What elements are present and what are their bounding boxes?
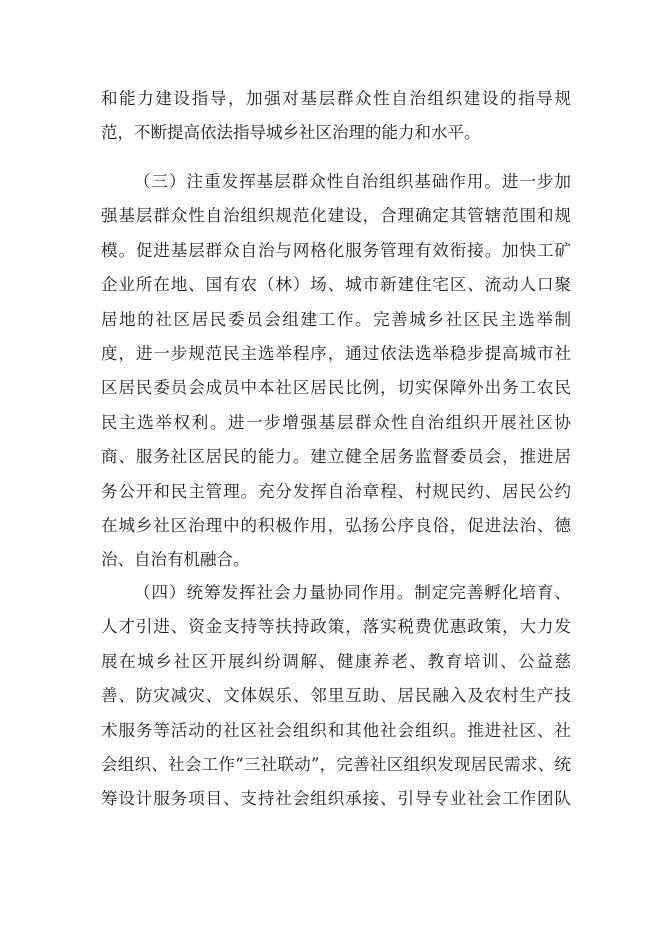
text-line: 善、防灾减灾、文体娱乐、邻里互助、居民融入及农村生产技 xyxy=(101,686,571,706)
text-line: 人才引进、资金支持等扶持政策，落实税费优惠政策，大力发 xyxy=(101,617,571,637)
text-line: 务公开和民主管理。充分发挥自治章程、村规民约、居民公约 xyxy=(101,481,571,501)
text-line: 和能力建设指导，加强对基层群众性自治组织建设的指导规 xyxy=(101,89,571,108)
text-line: 治、自治有机融合。 xyxy=(101,550,250,570)
text-line: 居地的社区居民委员会组建工作。完善城乡社区民主选举制 xyxy=(101,309,571,329)
text-line: 在城乡社区治理中的积极作用，弘扬公序良俗，促进法治、德 xyxy=(101,515,571,535)
paragraph-continuation xyxy=(101,82,571,151)
text-line: 模。促进基层群众自治与网格化服务管理有效衔接。加快工矿 xyxy=(101,240,571,260)
text-line: 民主选举权利。进一步增强基层群众性自治组织开展社区协 xyxy=(101,412,571,432)
text-line: 术服务等活动的社区社会组织和其他社会组织。推进社区、社 xyxy=(101,720,571,740)
text-line: 范，不断提高依法指导城乡社区治理的能力和水平。 xyxy=(101,123,481,143)
text-line: 度，进一步规范民主选举程序，通过依法选举稳步提高城市社 xyxy=(101,343,571,363)
text-line: 会组织、社会工作“三社联动”，完善社区组织发现居民需求、统 xyxy=(101,754,571,774)
paragraph-section-4 xyxy=(101,576,571,817)
text-line: 区居民委员会成员中本社区居民比例，切实保障外出务工农民 xyxy=(101,378,571,398)
paragraph-section-3 xyxy=(101,165,571,578)
text-line: （四）统筹发挥社会力量协同作用。制定完善孵化培育、 xyxy=(134,583,571,602)
text-line: 展在城乡社区开展纠纷调解、健康养老、教育培训、公益慈 xyxy=(101,651,571,671)
text-line: 企业所在地、国有农（林）场、城市新建住宅区、流动人口聚 xyxy=(101,275,571,295)
text-line: 筹设计服务项目、支持社会组织承接、引导专业社会工作团队 xyxy=(101,789,571,809)
text-line: 商、服务社区居民的能力。建立健全居务监督委员会，推进居 xyxy=(101,447,571,467)
text-line: （三）注重发挥基层群众性自治组织基础作用。进一步加 xyxy=(134,172,571,191)
text-line: 强基层群众性自治组织规范化建设，合理确定其管辖范围和规 xyxy=(101,206,571,226)
